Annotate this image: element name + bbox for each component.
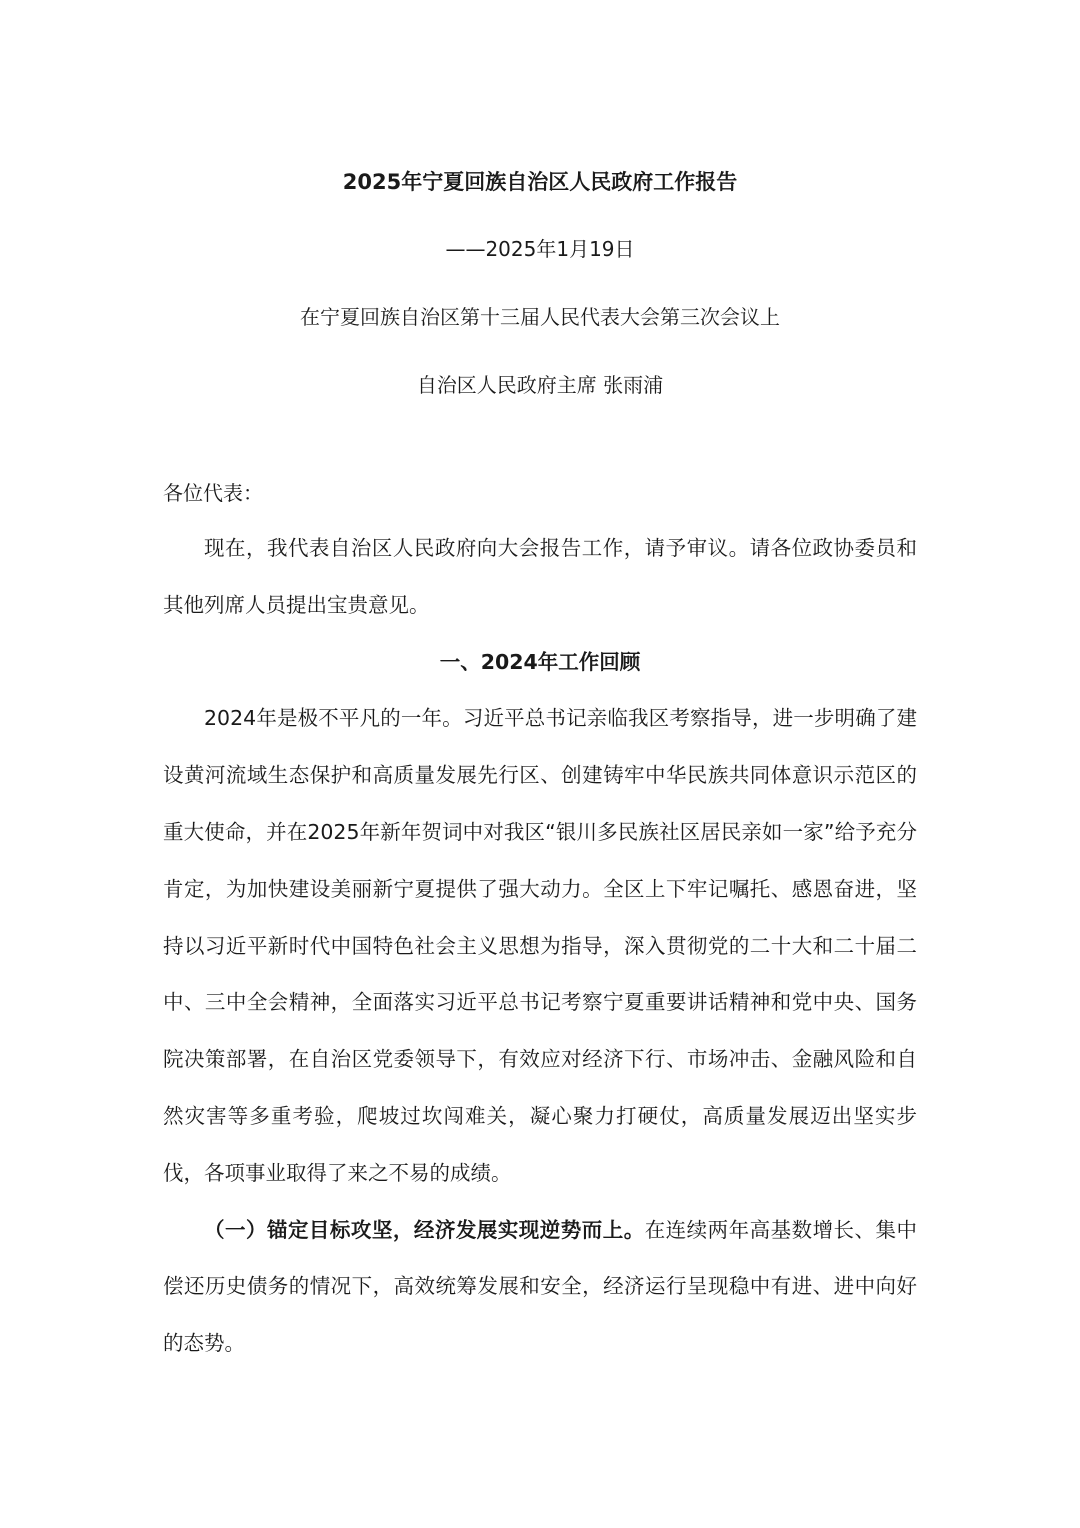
section-heading: 一、2024年工作回顾 xyxy=(439,649,641,674)
intro-paragraph: 现在，我代表自治区人民政府向大会报告工作，请予审议。请各位政协委员和其他列席人员提出宝贵意见。 xyxy=(163,536,917,617)
speaker-name: 自治区人民政府主席 张雨浦 xyxy=(416,373,664,397)
report-date: ——2025年1月19日 xyxy=(445,237,635,261)
salutation: 各位代表： xyxy=(163,481,263,505)
meeting-name: 在宁夏回族自治区第十三届人民代表大会第三次会议上 xyxy=(300,305,780,329)
subsection-paragraph xyxy=(163,1202,917,1372)
review-paragraph: 2024年是极不平凡的一年。习近平总书记亲临我区考察指导，进一步明确了建设黄河流域生态保护和高质量发展先行区、创建铸牢中华民族共同体意识示范区的重大使命，并在2025年新年贺词中对我区“银川多民族社区居民亲如一家”给予充分肯定，为加快建设美丽新宁夏提供了强大动力。全区上下牢记嘱托、感恩奋进，坚持以习近平新时代中国特色社会主义思想为指导，深入贯彻党的二十大和二十届二中、三中全会精神，全面落实习近平总书记考察宁夏重要讲话精神和党中央、国务院决策部署，在自治区党委领导下，有效应对经济下行、市场冲击、金融风险和自然灾害等多重考验，爬坡过坎闯难关，凝心聚力打硬仗，高质量发展迈出坚实步伐，各项事业取得了来之不易的成绩。 xyxy=(163,706,917,1185)
subsection-body: 在连续两年高基数增长、集中偿还历史债务的情况下，高效统筹发展和安全，经济运行呈现稳中有进、进中向好的态势。 xyxy=(163,1217,918,1356)
document-title: 2025年宁夏回族自治区人民政府工作报告 xyxy=(342,170,738,194)
document-body xyxy=(163,165,917,1372)
subsection-lead: （一）锚定目标攻坚，经济发展实现逆势而上。 xyxy=(204,1217,645,1242)
